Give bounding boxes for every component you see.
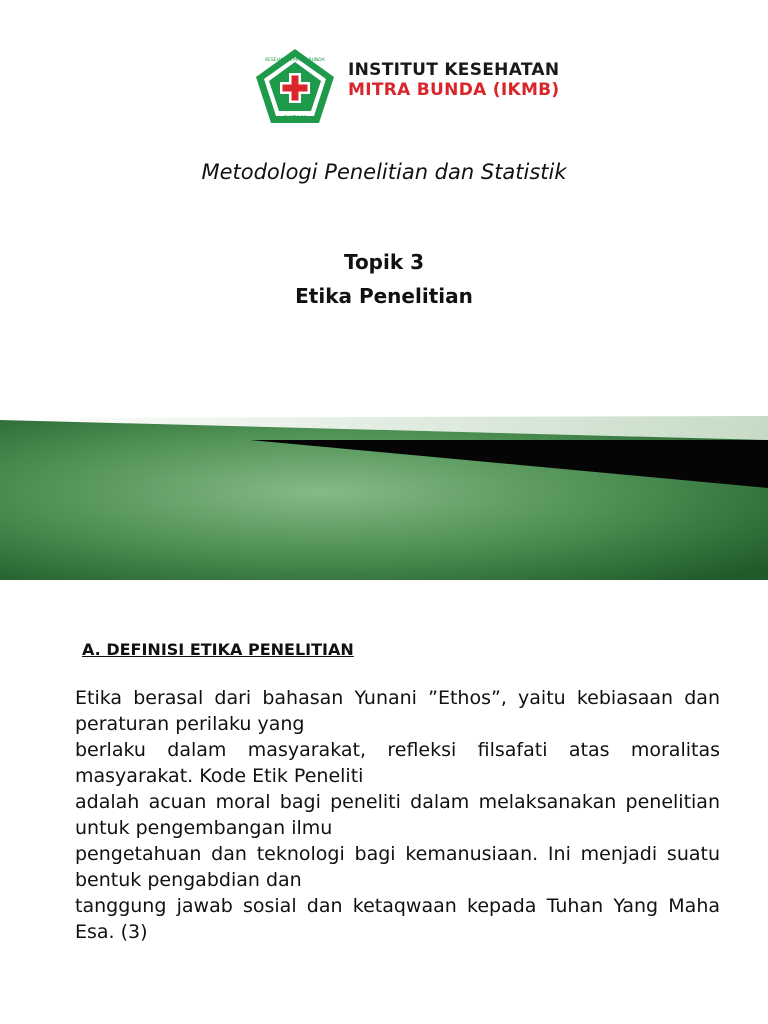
logo-text-bottom: BATAM bbox=[283, 115, 307, 122]
paragraph: pengetahuan dan teknologi bagi kemanusiaan. Ini menjadi suatu bentuk pengabdian dan bbox=[75, 843, 720, 891]
logo-text-top: KESEHATAN MITRA BUNDA bbox=[265, 58, 325, 63]
paragraph: Etika berasal dari bahasan Yunani ”Ethos”, yaitu kebiasaan dan peraturan perilaku yang bbox=[75, 687, 720, 735]
paragraph: adalah acuan moral bagi peneliti dalam melaksanakan penelitian untuk pengembangan ilmu bbox=[75, 791, 720, 839]
paragraph: berlaku dalam masyarakat, refleksi filsafati atas moralitas masyarakat. Kode Etik Peneliti bbox=[75, 739, 720, 787]
topic-number: Topik 3 bbox=[343, 250, 425, 274]
section-heading: A. DEFINISI ETIKA PENELITIAN bbox=[82, 640, 354, 659]
decorative-banner bbox=[0, 400, 768, 580]
document-subtitle: Metodologi Penelitian dan Statistik bbox=[201, 160, 567, 184]
topic-block bbox=[0, 245, 768, 313]
institution-logo-icon bbox=[254, 47, 336, 125]
paragraph: tanggung jawab sosial dan ketaqwaan kepada Tuhan Yang Maha Esa. (3) bbox=[75, 895, 720, 943]
institution-line2: MITRA BUNDA (IKMB) bbox=[348, 80, 560, 100]
topic-title: Etika Penelitian bbox=[295, 284, 473, 308]
section-body bbox=[75, 685, 720, 945]
institution-line1: INSTITUT KESEHATAN bbox=[348, 60, 560, 80]
institution-name bbox=[348, 62, 560, 99]
